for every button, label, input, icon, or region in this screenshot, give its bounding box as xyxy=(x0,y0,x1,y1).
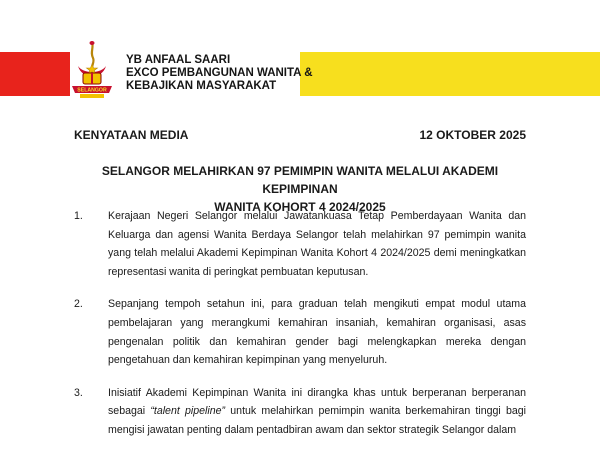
issuer-name: YB ANFAAL SAARI xyxy=(126,54,231,66)
document-type: KENYATAAN MEDIA xyxy=(74,128,189,142)
red-header-band xyxy=(0,52,70,96)
paragraph-text: Sepanjang tempoh setahun ini, para graduan telah mengikuti empat modul utama pembelajaran yang merangkumi kemahiran insaniah, kemahiran organisasi, asas pengenalan politik dan kemahiran gender bagi melengkapkan mereka dengan pengetahuan dan kemahiran kepimpinan yang menyeluruh. xyxy=(108,298,526,367)
paragraph xyxy=(74,207,526,281)
issuer-portfolio-line2: KEBAJIKAN MASYARAKAT xyxy=(126,80,277,92)
document-date: 12 OKTOBER 2025 xyxy=(419,128,526,142)
selangor-crest-logo xyxy=(68,40,116,102)
title-line-1: SELANGOR MELAHIRKAN 97 PEMIMPIN WANITA MELALUI AKADEMI KEPIMPINAN xyxy=(101,164,499,196)
paragraph-text: Kerajaan Negeri Selangor melalui Jawatankuasa Tetap Pemberdayaan Wanita dan Keluarga dan agensi Wanita Berdaya Selangor telah melahirkan 97 pemimpin wanita yang telah melalui Akademi Kepimpinan Wanita Kohort 4 2024/2025 demi meningkatkan representasi wanita di peringkat pembuatan keputusan. xyxy=(108,210,526,278)
issuer-block xyxy=(126,54,313,93)
document-meta xyxy=(74,128,526,142)
title-line-2: WANITA KOHORT 4 2024/2025 xyxy=(214,200,386,214)
talent-pipeline-term: “talent pipeline” xyxy=(150,405,226,418)
paragraph-number: 3. xyxy=(74,386,83,399)
yellow-header-band xyxy=(300,52,600,96)
paragraph xyxy=(74,384,526,440)
paragraph-number: 1. xyxy=(74,210,83,222)
issuer-portfolio-line1: EXCO PEMBANGUNAN WANITA & xyxy=(126,67,313,79)
paragraph xyxy=(74,295,526,369)
body-paragraphs xyxy=(74,207,526,454)
logo-caption: SELANGOR xyxy=(77,87,107,94)
paragraph-number: 2. xyxy=(74,298,83,311)
paragraph-text-end: untuk melahirkan pemimpin wanita berkemahiran tinggi bagi mengisi jawatan penting dalam pentadbiran awam dan sektor strategik Selangor dalam xyxy=(108,405,527,436)
paragraph-text-start: Inisiatif Akademi Kepimpinan Wanita ini dirangka khas untuk berperanan berperanan sebagai xyxy=(108,386,526,418)
paragraph-text xyxy=(108,384,526,440)
